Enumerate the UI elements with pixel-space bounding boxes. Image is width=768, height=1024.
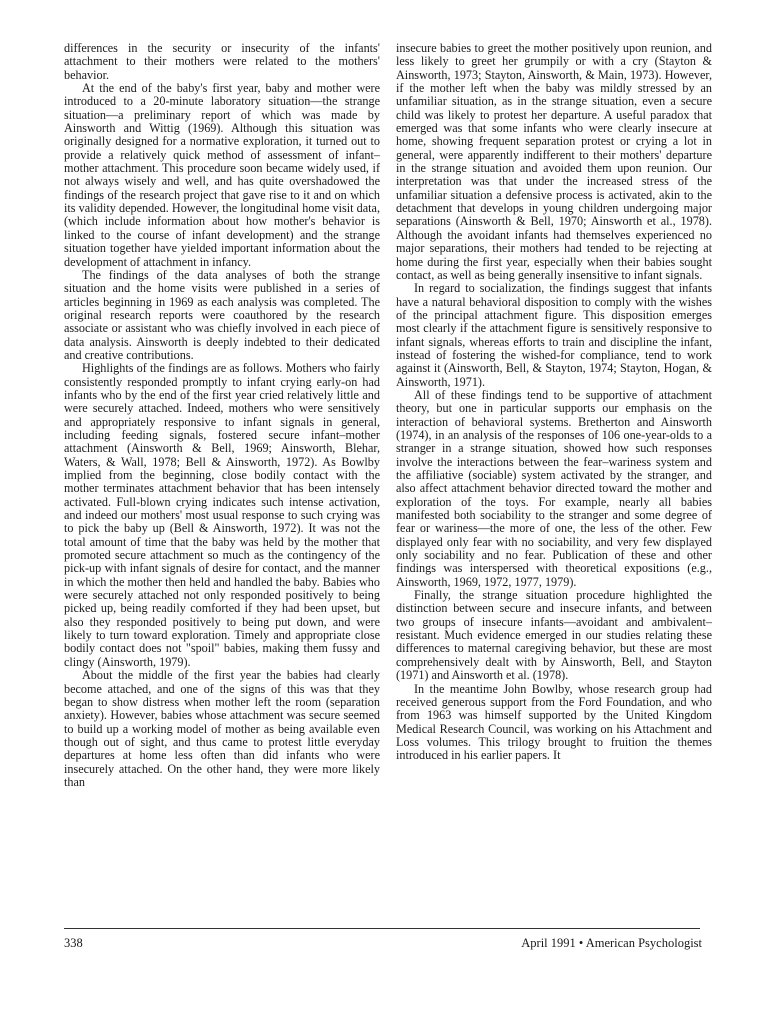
paragraph: Finally, the strange situation procedure highlighted the distinction between secure and insecure infants, and between two groups of insecure infants—avoidant and ambivalent–resistant. Much evidence emerged in our studies relating these differences to maternal caregiving behavior, but these are most comprehensively dealt with by Ainsworth, Bell, and Stayton (1971) and Ainsworth et al. (1978). <box>396 588 712 683</box>
paragraph: differences in the security or insecurity of the infants' attachment to their mothers were related to the mothers' behavior. <box>64 41 380 82</box>
paragraph: Highlights of the findings are as follows. Mothers who fairly consistently responded promptly to infant crying early-on had infants who by the end of the first year cried relatively little and were securely attached. Indeed, mothers who were sensitively and appropriately responsive to infant signals in general, including feeding signals, fostered secure infant–mother attachment (Ainsworth & Bell, 1969; Ainsworth, Blehar, Waters, & Wall, 1978; Bell & Ainsworth, 1972). As Bowlby implied from the beginning, close bodily contact with the mother terminates attachment behavior that has been intensely activated. Full-blown crying indicates such intense activation, and indeed our mothers' most usual response to such crying was to pick the baby up (Bell & Ainsworth, 1972). It was not the total amount of time that the baby was held by the mother that promoted secure attachment so much as the contingency of the pick-up with infant signals of desire for contact, and the manner in which the mother then held and handled the baby. Babies who were securely attached not only responded positively to being picked up, being readily comforted if they had been upset, but also they responded positively to being put down, and were likely to turn toward exploration. Timely and appropriate close bodily contact does not "spoil" babies, making them fussy and clingy (Ainsworth, 1979). <box>64 361 380 669</box>
paragraph: About the middle of the first year the babies had clearly become attached, and one of the signs of this was that they began to show distress when mother left the room (separation anxiety). However, babies whose attachment was secure seemed to build up a working model of mother as being available even though out of sight, and thus came to protest little everyday departures at home less often than did infants who were insecurely attached. On the other hand, they were more likely than <box>64 668 380 789</box>
paragraph: In regard to socialization, the findings suggest that infants have a natural behavioral disposition to comply with the wishes of the principal attachment figure. This disposition emerges most clearly if the attachment figure is sensitively responsive to infant signals, whereas efforts to train and discipline the infant, instead of fostering the wished-for compliance, tend to work against it (Ainsworth, Bell, & Stayton, 1974; Stayton, Hogan, & Ainsworth, 1971). <box>396 281 712 389</box>
journal-footer: April 1991 • American Psychologist <box>521 936 702 950</box>
paragraph: All of these findings tend to be supportive of attachment theory, but one in particular supports our emphasis on the interaction of behavioral systems. Bretherton and Ainsworth (1974), in an analysis of the responses of 106 one-year-olds to a stranger in a strange situation, showed how such responses involve the interactions between the fear–wariness system and the affiliative (sociable) system activated by the stranger, and also affect attachment behavior directed toward the mother and exploration of the toys. For example, nearly all babies manifested both sociability to the stranger and some degree of fear or wariness—the more of one, the less of the other. Few displayed only fear with no sociability, and very few displayed only sociability and no fear. Publication of these and other findings was interspersed with theoretical expositions (e.g., Ainsworth, 1969, 1972, 1977, 1979). <box>396 387 712 589</box>
paragraph: In the meantime John Bowlby, whose research group had received generous support from the Ford Foundation, and who from 1963 was himself supported by the United Kingdom Medical Research Council, was working on his Attachment and Loss volumes. This trilogy brought to fruition the themes introduced in his earlier papers. It <box>396 681 712 763</box>
page-number: 338 <box>64 936 83 950</box>
paragraph: At the end of the baby's first year, baby and mother were introduced to a 20-minute laboratory situation—the strange situation—a preliminary report of which was made by Ainsworth and Wittig (1969). Although this situation was originally designed for a normative exploration, it turned out to provide a relatively quick method of assessment of infant–mother attachment. This procedure soon became widely used, if not always wisely and well, and has quite overshadowed the findings of the research project that gave rise to it and on which its validity depended. However, the longitudinal home visit data, (which include information about how mother's behavior is linked to the course of infant development) and the strange situation together have yielded important information about the development of attachment in infancy. <box>64 81 380 269</box>
paragraph: insecure babies to greet the mother positively upon reunion, and less likely to greet her grumpily or with a cry (Stayton & Ainsworth, 1973; Stayton, Ainsworth, & Main, 1973). However, if the mother left when the baby was mildly stressed by an unfamiliar situation, as in the strange situation, even a secure child was likely to protest her departure. A useful paradox that emerged was that some infants who were clearly insecure at home, showing frequent separation protest or crying a lot in general, were apparently indifferent to their mothers' departure in the strange situation and avoided them upon reunion. Our interpretation was that under the increased stress of the unfamiliar situation a defensive process is activated, akin to the detachment that develops in young children undergoing major separations (Ainsworth & Bell, 1970; Ainsworth et al., 1978). Although the avoidant infants had themselves experienced no major separations, their mothers had tended to be rejecting at home during the first year, especially when their babies sought contact, as well as being generally insensitive to infant signals. <box>396 41 712 282</box>
left-column <box>64 42 380 789</box>
footer-rule <box>64 928 700 929</box>
paragraph: The findings of the data analyses of both the strange situation and the home visits were published in a series of articles beginning in 1969 as each analysis was completed. The original research reports were coauthored by the research associate or assistant who was chiefly involved in each piece of data analysis. Ainsworth is deeply indebted to their dedicated and creative contributions. <box>64 267 380 362</box>
right-column <box>396 42 712 763</box>
